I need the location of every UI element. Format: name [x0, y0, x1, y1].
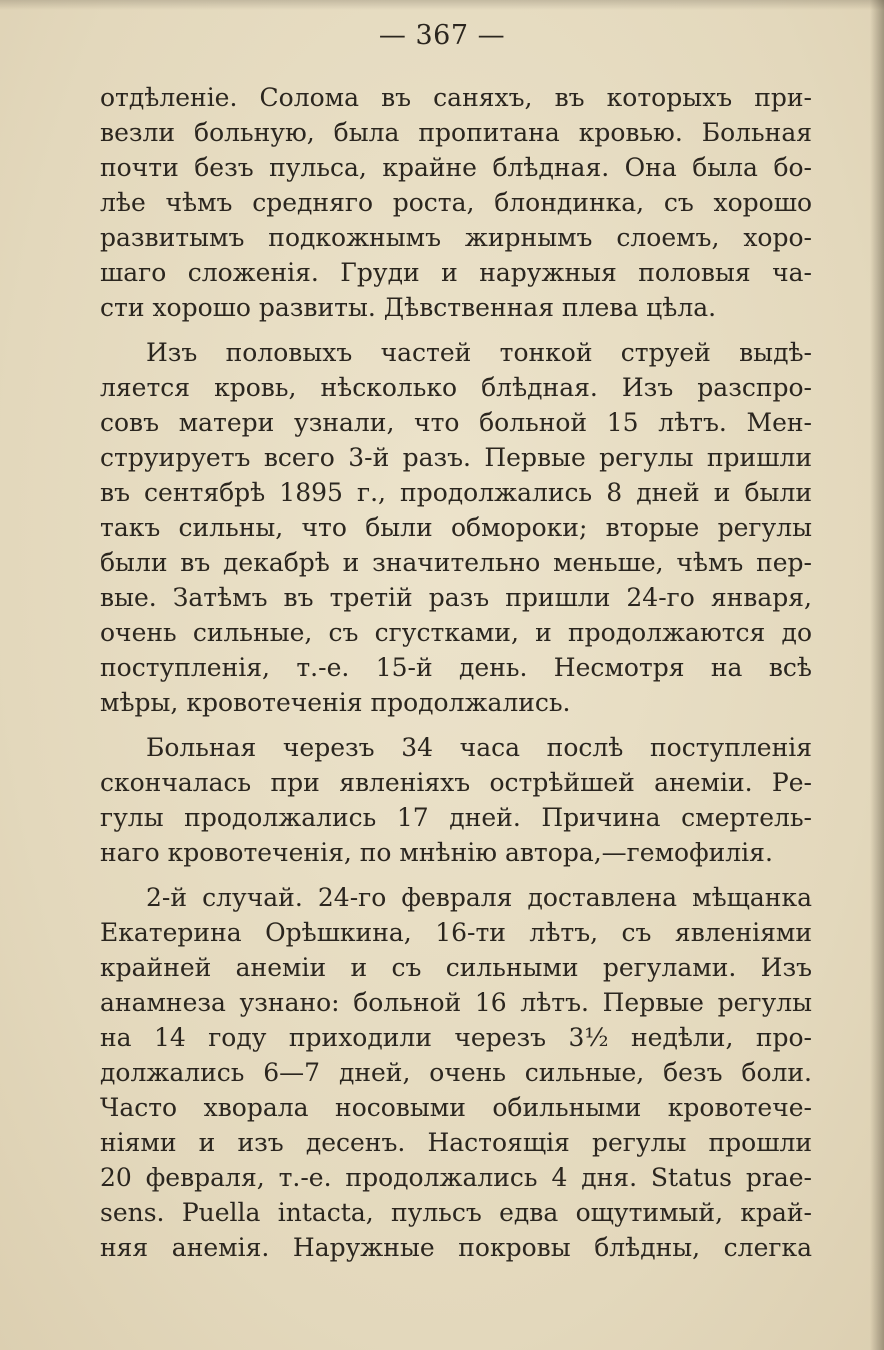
text-line: ніями и изъ десенъ. Настоящія регулы прошли [100, 1128, 812, 1157]
text-line: 2-й случай. 24-го февраля доставлена мѣщанка [146, 883, 812, 912]
paragraph-3 [100, 730, 812, 870]
top-edge-shadow [0, 0, 884, 10]
text-line: няя анемія. Наружные покровы блѣдны, слегка [100, 1233, 812, 1262]
text-line: лѣе чѣмъ средняго роста, блондинка, съ хорошо [100, 188, 812, 217]
text-line: Больная черезъ 34 часа послѣ поступленія [146, 733, 812, 762]
paragraph-2 [100, 335, 812, 720]
text-line: вые. Затѣмъ въ третій разъ пришли 24-го января, [100, 583, 812, 612]
text-line: должались 6—7 дней, очень сильные, безъ боли. [100, 1058, 812, 1087]
text-line: почти безъ пульса, крайне блѣдная. Она была бо- [100, 153, 812, 182]
paragraph-4 [100, 880, 812, 1265]
text-line: Часто хворала носовыми обильными кровотече- [100, 1093, 812, 1122]
text-line: на 14 году приходили черезъ 3½ недѣли, про- [100, 1023, 812, 1052]
text-line: скончалась при явленіяхъ острѣйшей анеміи. Ре- [100, 768, 812, 797]
text-line: совъ матери узнали, что больной 15 лѣтъ. Мен- [100, 408, 812, 437]
right-edge-shadow [870, 0, 884, 1350]
text-line: въ сентябрѣ 1895 г., продолжались 8 дней и были [100, 478, 812, 507]
text-line: Екатерина Орѣшкина, 16-ти лѣтъ, съ явленіями [100, 918, 812, 947]
text-line: 20 февраля, т.-е. продолжались 4 дня. Status prae- [100, 1163, 812, 1192]
body-text [100, 80, 812, 1275]
text-line: были въ декабрѣ и значительно меньше, чѣмъ пер- [100, 548, 812, 577]
text-line: наго кровотеченія, по мнѣнію автора,—гемофилія. [100, 838, 773, 867]
text-line: гулы продолжались 17 дней. Причина смертель- [100, 803, 812, 832]
text-line: крайней анеміи и съ сильными регулами. Изъ [100, 953, 812, 982]
text-line: мѣры, кровотеченія продолжались. [100, 688, 571, 717]
text-line: ляется кровь, нѣсколько блѣдная. Изъ разспро- [100, 373, 812, 402]
text-line: шаго сложенія. Груди и наружныя половыя ча- [100, 258, 812, 287]
text-line: сти хорошо развиты. Дѣвственная плева цѣла. [100, 293, 717, 322]
paragraph-1 [100, 80, 812, 325]
text-line: sens. Puella intacta, пульсъ едва ощутимый, край- [100, 1198, 812, 1227]
text-line: везли больную, была пропитана кровью. Больная [100, 118, 812, 147]
text-line: анамнеза узнано: больной 16 лѣтъ. Первые регулы [100, 988, 812, 1017]
text-line: очень сильные, съ сгустками, и продолжаются до [100, 618, 812, 647]
text-line: развитымъ подкожнымъ жирнымъ слоемъ, хоро- [100, 223, 812, 252]
text-line: струируетъ всего 3-й разъ. Первые регулы пришли [100, 443, 812, 472]
text-line: Изъ половыхъ частей тонкой струей выдѣ- [146, 338, 812, 367]
text-line: такъ сильны, что были обмороки; вторые регулы [100, 513, 812, 542]
text-line: поступленія, т.-е. 15-й день. Несмотря на всѣ [100, 653, 812, 682]
text-line: отдѣленіе. Солома въ саняхъ, въ которыхъ при- [100, 83, 812, 112]
page-number: — 367 — [378, 20, 506, 51]
